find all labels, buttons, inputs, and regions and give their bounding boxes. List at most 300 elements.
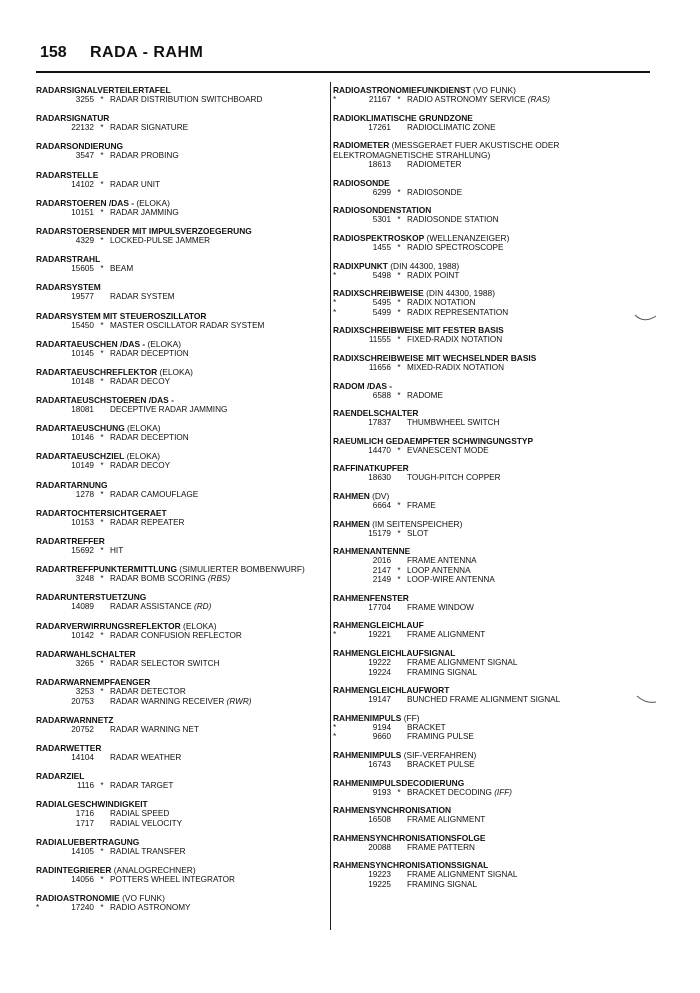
entry-number: 3255 <box>75 95 94 104</box>
glossary-entry <box>36 282 326 302</box>
translation-text: RADAR DECOY <box>110 461 171 471</box>
translation-line <box>333 160 633 170</box>
translation-line <box>36 687 326 697</box>
entry-number: 1278 <box>75 489 94 499</box>
english-translation <box>110 602 211 612</box>
entry-headword: RADARWETTER <box>36 742 102 753</box>
entry-term <box>36 837 326 847</box>
entry-term <box>333 620 633 630</box>
english-translation <box>110 697 251 707</box>
asterisk-marker: * <box>397 298 401 308</box>
entry-number: 19221 <box>368 630 391 640</box>
asterisk-marker: * <box>397 335 401 345</box>
glossary-entry <box>333 546 633 585</box>
entry-qualifier: (ELOKA) <box>124 423 161 434</box>
asterisk-marker: * <box>397 187 401 197</box>
english-translation <box>407 630 485 640</box>
abbreviation-code: (RWR) <box>226 696 252 706</box>
entry-qualifier: (ELOKA) <box>134 197 170 208</box>
glossary-entry <box>333 620 633 640</box>
glossary-entry <box>333 685 633 705</box>
entry-number: 19147 <box>368 695 391 705</box>
english-translation <box>407 215 499 225</box>
entry-number: 11656 <box>368 362 391 372</box>
glossary-entry <box>36 339 326 359</box>
entry-headword: RADARTAEUSCHREFLEKTOR <box>36 366 158 377</box>
translation-line <box>36 546 326 556</box>
translation-line <box>333 271 633 281</box>
entry-number: 21167 <box>368 95 391 104</box>
asterisk-marker: * <box>397 390 401 400</box>
asterisk-marker: * <box>100 847 104 857</box>
translation-text: RADIAL VELOCITY <box>110 818 183 828</box>
entry-term <box>36 85 326 95</box>
entry-qualifier: (ELOKA) <box>124 451 161 462</box>
entry-number: 6664 <box>372 500 391 510</box>
entry-headword: RADIOASTRONOMIE <box>36 893 120 904</box>
asterisk-marker: * <box>397 575 401 585</box>
translation-line <box>333 391 633 401</box>
translation-line <box>36 574 326 584</box>
entry-term <box>36 536 326 546</box>
entry-qualifier: (IM SEITENSPEICHER) <box>369 518 463 529</box>
english-translation <box>407 418 500 428</box>
entry-headword: RADARSTOERSENDER MIT IMPULSVERZOEGERUNG <box>36 225 252 236</box>
translation-text: FIXED-RADIX NOTATION <box>407 335 503 345</box>
entry-headword: RADARSTELLE <box>36 169 99 180</box>
page-header <box>40 44 660 68</box>
translation-text: TOUGH-PITCH COPPER <box>407 473 501 483</box>
entry-headword: RAHMENGLEICHLAUFWORT <box>333 685 450 696</box>
entry-number: 20752 <box>71 724 94 734</box>
entry-number: 1455 <box>372 242 391 252</box>
entry-headword: RAHMENGLEICHLAUFSIGNAL <box>333 648 456 659</box>
entry-headword: RADARTAEUSCHEN /DAS - <box>36 338 146 349</box>
star-marker: * <box>333 270 337 280</box>
translation-line <box>36 725 326 735</box>
entry-number: 10151 <box>71 207 94 217</box>
star-marker: * <box>333 95 337 104</box>
entry-qualifier: (ELOKA) <box>157 366 193 377</box>
glossary-entry <box>333 408 633 428</box>
english-translation <box>110 180 160 190</box>
entry-number: 3265 <box>75 658 94 668</box>
translation-text: RADAR DECOY <box>110 376 171 386</box>
english-translation <box>407 603 474 613</box>
entry-headword: RAHMENGLEICHLAUF <box>333 620 424 631</box>
entry-headword: RADARWARNNETZ <box>36 714 114 725</box>
glossary-entry <box>36 893 326 913</box>
asterisk-marker: * <box>100 875 104 885</box>
entry-number: 9193 <box>372 787 391 797</box>
translation-text: FRAME ANTENNA <box>407 556 477 566</box>
asterisk-marker: * <box>397 787 401 797</box>
translation-text: RADIO ASTRONOMY <box>110 903 191 913</box>
translation-line <box>333 473 633 483</box>
translation-text: RADIX NOTATION <box>407 298 476 308</box>
entry-term <box>333 593 633 603</box>
english-translation <box>110 461 170 471</box>
glossary-entry <box>333 140 633 170</box>
entry-number: 10142 <box>71 630 94 640</box>
entry-headword: RADARTAEUSCHSTOEREN /DAS - <box>36 395 174 406</box>
translation-text: LOOP ANTENNA <box>407 565 471 575</box>
glossary-entry <box>36 743 326 763</box>
glossary-entry <box>36 367 326 387</box>
asterisk-marker: * <box>100 235 104 245</box>
entry-number: 14104 <box>71 752 94 762</box>
glossary-entry <box>333 205 633 225</box>
entry-term <box>36 423 326 433</box>
english-translation <box>407 160 462 170</box>
asterisk-marker: * <box>100 546 104 555</box>
translation-text: FRAMING SIGNAL <box>407 667 478 677</box>
entry-number: 20088 <box>368 842 391 852</box>
translation-text: LOCKED-PULSE JAMMER <box>110 235 211 245</box>
entry-term <box>36 451 326 461</box>
glossary-entry <box>333 381 633 401</box>
english-translation <box>110 405 227 415</box>
english-translation <box>407 843 475 853</box>
entry-headword: RADIXPUNKT <box>333 260 388 271</box>
english-translation <box>110 208 179 218</box>
asterisk-marker: * <box>397 445 401 455</box>
entry-qualifier: (SIF-VERFAHREN) <box>401 750 477 761</box>
glossary-entry <box>36 85 326 105</box>
entry-headword: RAHMENANTENNE <box>333 546 411 557</box>
glossary-entry <box>36 771 326 791</box>
translation-line <box>333 188 633 198</box>
translation-text: RADIO SPECTROSCOPE <box>407 242 504 252</box>
english-translation <box>407 501 436 511</box>
translation-text: FRAME WINDOW <box>407 602 474 612</box>
english-translation <box>407 308 508 318</box>
translation-text: RADIX REPRESENTATION <box>407 307 509 317</box>
english-translation <box>110 753 181 763</box>
translation-line <box>36 602 326 612</box>
translation-text: FRAME ALIGNMENT <box>407 630 486 640</box>
star-marker: * <box>333 630 337 640</box>
translation-line <box>36 180 326 190</box>
entry-number: 1717 <box>75 818 94 828</box>
translation-line <box>333 566 633 576</box>
english-translation <box>110 151 179 161</box>
glossary-entry <box>333 288 633 317</box>
entry-headword: RAHMENIMPULSDECODIERUNG <box>333 777 465 788</box>
glossary-entry <box>333 178 633 198</box>
asterisk-marker: * <box>100 179 104 189</box>
translation-line <box>333 603 633 613</box>
page-title: RADA - RAHM <box>90 44 204 61</box>
translation-text: RADAR UNIT <box>110 179 161 189</box>
entry-number: 10149 <box>71 461 94 471</box>
glossary-entry <box>333 491 633 511</box>
english-translation <box>407 556 477 566</box>
entry-number: 6299 <box>372 187 391 197</box>
entry-term <box>333 750 633 760</box>
translation-text: RADAR DECEPTION <box>110 433 189 443</box>
entry-number: 5301 <box>372 215 391 225</box>
entry-term <box>333 778 633 788</box>
entry-number: 2147 <box>372 565 391 575</box>
glossary-entry <box>333 593 633 613</box>
translation-text: POTTERS WHEEL INTEGRATOR <box>110 875 235 885</box>
glossary-entry <box>333 519 633 539</box>
entry-term <box>36 799 326 809</box>
entry-number: 9660 <box>372 732 391 742</box>
entry-term <box>36 893 326 903</box>
asterisk-marker: * <box>100 517 104 527</box>
entry-number: 22132 <box>71 123 94 133</box>
translation-text: RADAR SELECTOR SWITCH <box>110 658 220 668</box>
entry-qualifier: (MESSGERAET FUER AKUSTISCHE ODER ELEKTROMAGNETISCHE STRAHLUNG) <box>333 140 560 161</box>
entry-term <box>36 141 326 151</box>
star-marker: * <box>36 903 40 913</box>
entry-headword: RADARWARNEMPFAENGER <box>36 676 151 687</box>
asterisk-marker: * <box>100 151 104 161</box>
translation-line <box>333 575 633 585</box>
entry-term <box>333 805 633 815</box>
translation-line <box>333 446 633 456</box>
entry-number: 5495 <box>372 298 391 308</box>
translation-text: RADAR SIGNATURE <box>110 123 189 133</box>
entry-term <box>36 621 326 631</box>
glossary-entry <box>36 508 326 528</box>
asterisk-marker: * <box>100 461 104 471</box>
entry-headword: RADARSTOEREN /DAS - <box>36 197 135 208</box>
entry-headword: RADIOMETER <box>333 140 390 151</box>
translation-line <box>333 95 633 105</box>
english-translation <box>407 446 489 456</box>
translation-line <box>333 723 633 733</box>
translation-line <box>36 875 326 885</box>
entry-headword: RADARTAEUSCHZIEL <box>36 451 125 462</box>
entry-term <box>333 436 633 446</box>
entry-headword: RADIXSCHREIBWEISE MIT WECHSELNDER BASIS <box>333 352 537 363</box>
entry-headword: RADIOKLIMATISCHE GRUNDZONE <box>333 112 473 123</box>
entry-term <box>36 226 326 236</box>
translation-text: HIT <box>110 546 124 555</box>
entry-headword: RAHMENIMPULS <box>333 712 402 723</box>
translation-line <box>333 760 633 770</box>
entry-number: 19577 <box>71 292 94 302</box>
entry-term <box>36 339 326 349</box>
entry-headword: RAHMENSYNCHRONISATIONSFOLGE <box>333 832 486 843</box>
entry-term <box>36 480 326 490</box>
asterisk-marker: * <box>100 207 104 217</box>
asterisk-marker: * <box>100 686 104 696</box>
translation-text: SLOT <box>407 528 429 538</box>
translation-line <box>36 490 326 500</box>
entry-term <box>333 463 633 473</box>
entry-number: 15179 <box>368 528 391 538</box>
glossary-entry <box>333 805 633 825</box>
entry-term <box>36 743 326 753</box>
translation-line <box>333 843 633 853</box>
entry-headword: RADARSTRAHL <box>36 254 101 265</box>
translation-text: RADIOMETER <box>407 160 462 170</box>
entry-number: 17261 <box>368 122 391 132</box>
glossary-entry <box>333 833 633 853</box>
entry-headword: RADIOSPEKTROSKOP <box>333 232 425 243</box>
translation-line <box>333 815 633 825</box>
entry-term <box>333 261 633 271</box>
entry-headword: RADOM /DAS - <box>333 380 393 391</box>
translation-text: RADIOCLIMATIC ZONE <box>407 122 496 132</box>
asterisk-marker: * <box>100 658 104 668</box>
asterisk-marker: * <box>100 630 104 640</box>
glossary-entry <box>333 713 633 742</box>
translation-text: RADIO ASTRONOMY SERVICE <box>407 95 528 104</box>
english-translation <box>110 687 186 697</box>
entry-term <box>36 311 326 321</box>
glossary-entry <box>36 837 326 857</box>
translation-line <box>333 298 633 308</box>
translation-text: BRACKET DECODING <box>407 787 495 797</box>
translation-line <box>36 377 326 387</box>
entry-number: 20753 <box>71 696 94 706</box>
translation-text: RADAR SYSTEM <box>110 292 175 302</box>
entry-headword: RADIOASTRONOMIEFUNKDIENST <box>333 85 471 95</box>
translation-line <box>36 321 326 331</box>
entry-headword: RADARUNTERSTUETZUNG <box>36 592 147 603</box>
entry-term <box>36 771 326 781</box>
translation-line <box>36 95 326 105</box>
entry-term <box>333 860 633 870</box>
entry-headword: RAHMEN <box>333 518 370 529</box>
translation-line <box>333 215 633 225</box>
translation-text: RADIOSONDE <box>407 187 463 197</box>
translation-text: RADAR PROBING <box>110 151 179 161</box>
entry-qualifier: (DV) <box>369 490 390 501</box>
entry-term <box>36 508 326 518</box>
glossary-entry <box>36 311 326 331</box>
english-translation <box>110 847 186 857</box>
english-translation <box>110 433 189 443</box>
translation-text: RADAR DECEPTION <box>110 348 189 358</box>
glossary-entry <box>333 860 633 889</box>
asterisk-marker: * <box>100 264 104 274</box>
entry-number: 19224 <box>368 667 391 677</box>
translation-text: FRAME <box>407 500 436 510</box>
glossary-entry <box>333 85 633 105</box>
translation-line <box>36 151 326 161</box>
entry-term <box>333 325 633 335</box>
entry-term <box>333 288 633 298</box>
translation-text: MIXED-RADIX NOTATION <box>407 362 505 372</box>
abbreviation-code: (RAS) <box>527 95 551 104</box>
translation-line <box>36 847 326 857</box>
entry-headword: RADARSIGNALVERTEILERTAFEL <box>36 85 171 95</box>
translation-text: RADAR ASSISTANCE <box>110 602 195 612</box>
english-translation <box>407 271 459 281</box>
glossary-entry <box>333 261 633 281</box>
entry-qualifier: (ANALOGRECHNER) <box>111 865 196 876</box>
english-translation <box>110 809 169 819</box>
asterisk-marker: * <box>100 320 104 330</box>
asterisk-marker: * <box>100 433 104 443</box>
translation-line <box>333 308 633 318</box>
english-translation <box>407 95 550 105</box>
english-translation <box>110 819 182 829</box>
glossary-entry <box>36 423 326 443</box>
glossary-entry <box>36 649 326 669</box>
english-translation <box>407 298 475 308</box>
entry-number: 10146 <box>71 433 94 443</box>
asterisk-marker: * <box>397 307 401 317</box>
entry-term <box>36 564 326 574</box>
glossary-entry <box>36 799 326 828</box>
translation-text: MASTER OSCILLATOR RADAR SYSTEM <box>110 320 265 330</box>
translation-line <box>36 405 326 415</box>
entry-term <box>333 648 633 658</box>
translation-text: RADIAL SPEED <box>110 809 170 819</box>
entry-qualifier: (ELOKA) <box>180 620 217 631</box>
entry-headword: RADIXSCHREIBWEISE MIT FESTER BASIS <box>333 325 504 336</box>
entry-term <box>333 353 633 363</box>
entry-headword: RADARSONDIERUNG <box>36 141 124 152</box>
translation-text: FRAME ALIGNMENT SIGNAL <box>407 870 518 880</box>
entry-number: 1116 <box>77 781 94 791</box>
glossary-entry <box>36 536 326 556</box>
entry-headword: RADARTREFFER <box>36 536 105 546</box>
translation-line <box>36 461 326 471</box>
translation-line <box>333 501 633 511</box>
translation-text: THUMBWHEEL SWITCH <box>407 418 500 428</box>
translation-line <box>333 243 633 253</box>
entry-number: 18081 <box>71 405 94 415</box>
english-translation <box>407 760 475 770</box>
entry-number: 15692 <box>71 546 94 555</box>
english-translation <box>407 723 446 733</box>
entry-number: 17837 <box>368 418 391 428</box>
english-translation <box>407 870 517 880</box>
english-translation <box>110 292 175 302</box>
entry-term <box>36 170 326 180</box>
translation-line <box>333 668 633 678</box>
translation-text: RADAR DETECTOR <box>110 686 186 696</box>
entry-number: 18630 <box>368 473 391 483</box>
entry-headword: RAHMEN <box>333 490 370 501</box>
entry-headword: RADARTARNUNG <box>36 479 108 490</box>
translation-line <box>333 418 633 428</box>
translation-text: RADIX POINT <box>407 270 460 280</box>
asterisk-marker: * <box>100 123 104 133</box>
translation-line <box>36 349 326 359</box>
translation-line <box>36 819 326 829</box>
entry-headword: RADIALGESCHWINDIGKEIT <box>36 799 148 810</box>
entry-term <box>36 198 326 208</box>
english-translation <box>110 264 133 274</box>
star-marker: * <box>333 298 337 308</box>
entry-term <box>36 395 326 405</box>
glossary-entry <box>36 170 326 190</box>
asterisk-marker: * <box>100 781 104 791</box>
asterisk-marker: * <box>397 215 401 225</box>
glossary-entry <box>36 113 326 133</box>
translation-line <box>36 264 326 274</box>
entry-term <box>36 282 326 292</box>
translation-text: BUNCHED FRAME ALIGNMENT SIGNAL <box>407 695 561 705</box>
right-column <box>333 85 633 898</box>
glossary-entry <box>36 715 326 735</box>
translation-text: RADOME <box>407 390 443 400</box>
english-translation <box>407 473 501 483</box>
glossary-entry <box>36 198 326 218</box>
entry-term <box>333 713 633 723</box>
english-translation <box>110 321 264 331</box>
english-translation <box>407 575 495 585</box>
